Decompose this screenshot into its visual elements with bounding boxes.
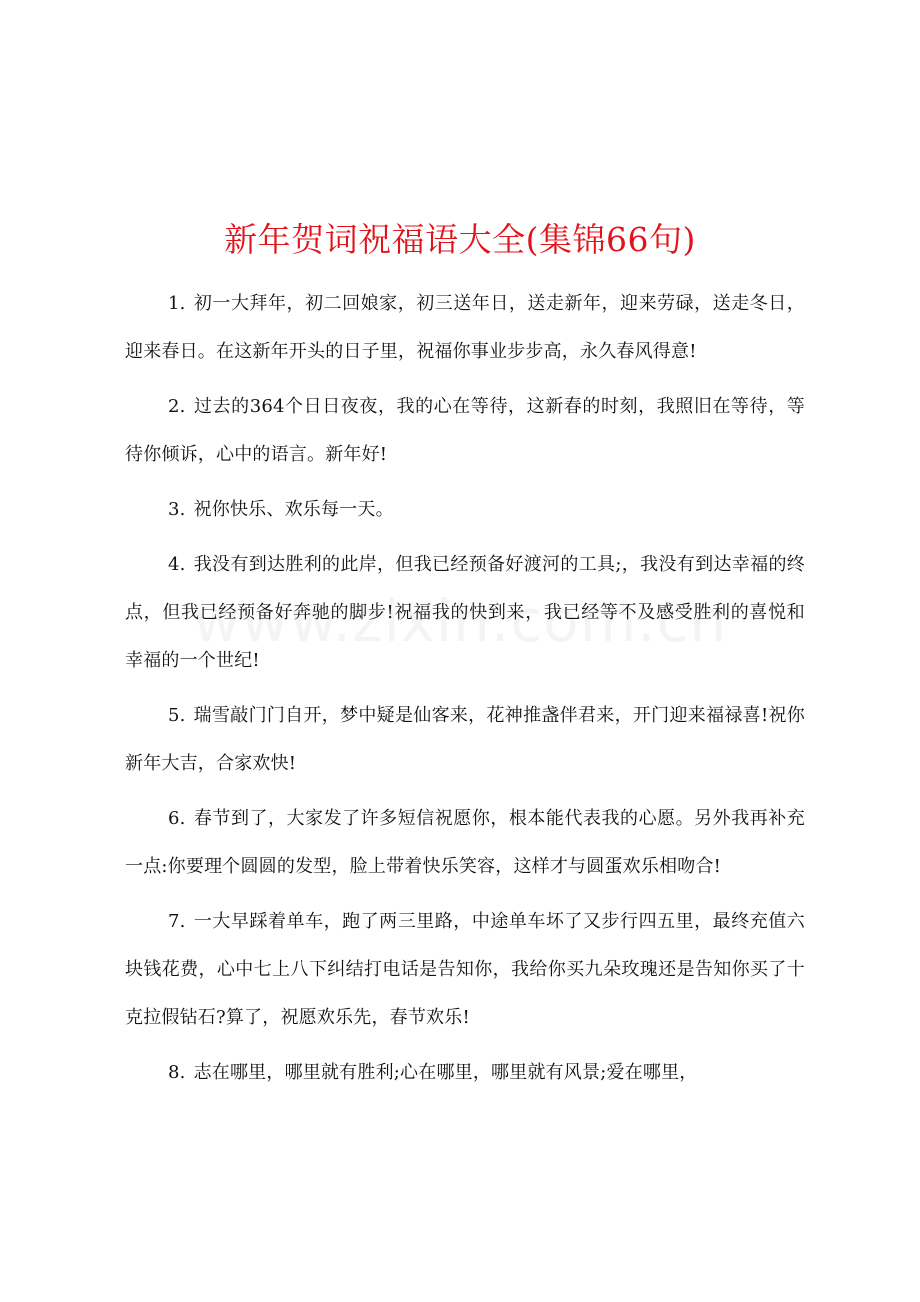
document-title: 新年贺词祝福语大全(集锦66句) (224, 220, 696, 260)
item-text: 祝你快乐、欢乐每一天。 (193, 499, 394, 520)
list-item (125, 383, 805, 479)
item-number: 3. (168, 499, 186, 520)
list-item (125, 898, 805, 1042)
list-item (125, 486, 805, 534)
item-text: 瑞雪敲门门自开，梦中疑是仙客来，花神推盏伴君来，开门迎来福禄喜!祝你新年大吉，合家欢快! (125, 705, 805, 774)
item-number: 6. (168, 808, 186, 829)
item-number: 8. (168, 1062, 186, 1083)
list-item (125, 795, 805, 891)
item-text: 初一大拜年，初二回娘家，初三送年日，送走新年，迎来劳碌，送走冬日，迎来春日。在这新年开头的日子里，祝福你事业步步高，永久春风得意! (125, 293, 805, 362)
item-number: 1. (168, 293, 186, 314)
list-item (125, 280, 805, 376)
item-text: 过去的364个日日夜夜，我的心在等待，这新春的时刻，我照旧在等待，等待你倾诉，心中的语言。新年好! (125, 396, 805, 465)
item-number: 2. (168, 396, 186, 417)
item-text: 春节到了，大家发了许多短信祝愿你，根本能代表我的心愿。另外我再补充一点:你要理个圆圆的发型，脸上带着快乐笑容，这样才与圆蛋欢乐相吻合! (125, 808, 805, 877)
greeting-list (125, 280, 805, 1104)
item-number: 7. (168, 911, 186, 932)
item-text: 我没有到达胜利的此岸，但我已经预备好渡河的工具;，我没有到达幸福的终点，但我已经预备好奔驰的脚步!祝福我的快到来，我已经等不及感受胜利的喜悦和幸福的一个世纪! (125, 554, 805, 671)
item-text: 一大早踩着单车，跑了两三里路，中途单车坏了又步行四五里，最终充值六块钱花费，心中七上八下纠结打电话是告知你，我给你买九朵玫瑰还是告知你买了十克拉假钻石?算了，祝愿欢乐先，春节欢乐! (125, 911, 805, 1028)
item-number: 5. (168, 705, 186, 726)
list-item (125, 541, 805, 685)
item-text: 志在哪里，哪里就有胜利;心在哪里，哪里就有风景;爱在哪里， (193, 1062, 698, 1083)
list-item (125, 692, 805, 788)
item-number: 4. (168, 554, 186, 575)
list-item (125, 1049, 805, 1097)
